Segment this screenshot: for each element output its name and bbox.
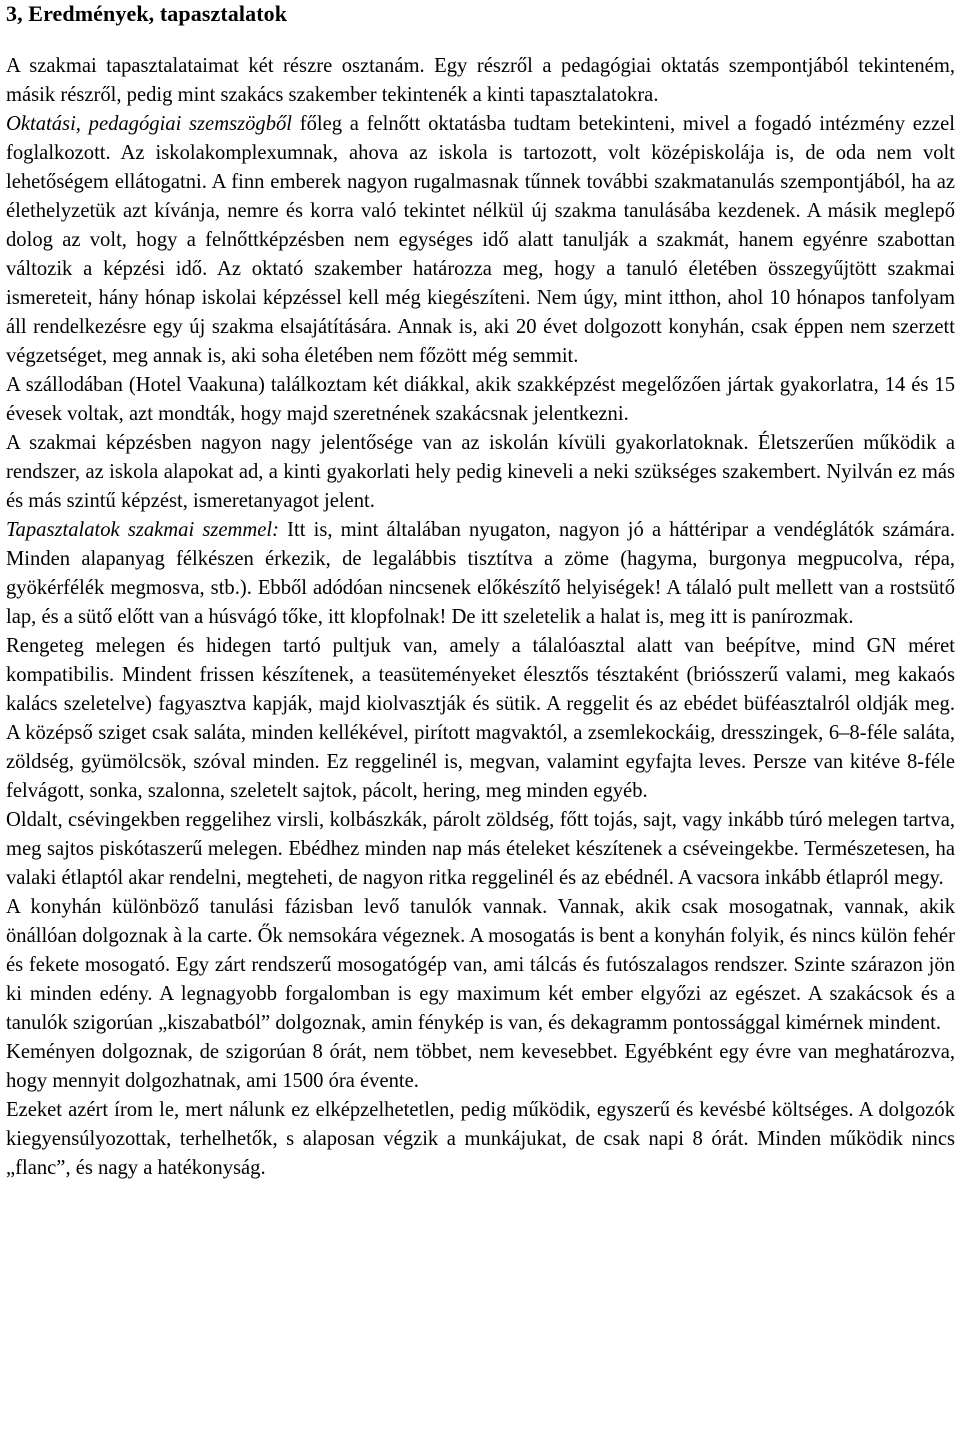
- paragraph-working-hours: Keményen dolgoznak, de szigorúan 8 órát, nem többet, nem kevesebbet. Egyébként egy évre van meghatározva, hogy mennyit dolgozhatnak, ami 1500 óra évente.: [6, 1041, 955, 1092]
- paragraph-pedagogy: [6, 110, 955, 371]
- paragraph-professional: [6, 516, 955, 632]
- paragraph-intro: A szakmai tapasztalataimat két részre osztanám. Egy részről a pedagógiai oktatás szempontjából tekinteném, másik részről, pedig mint szakács szakember tekintenék a kinti tapasztalatokra.: [6, 55, 955, 106]
- paragraph-conclusion: Ezeket azért írom le, mert nálunk ez elképzelhetetlen, pedig működik, egyszerű és kevésbé költséges. A dolgozók kiegyensúlyozottak, terhelhetők, s alaposan végzik a munkájukat, de csak napi 8 órát. Minden működik nincs „flanc”, és nagy a hatékonyság.: [6, 1099, 955, 1179]
- paragraph-hotel: A szállodában (Hotel Vaakuna) találkoztam két diákkal, akik szakképzést megelőzően jártak gyakorlatra, 14 és 15 évesek voltak, azt mondták, hogy majd szeretnének szakácsnak jelentkezni.: [6, 374, 955, 425]
- paragraph-professional-text: Itt is, mint általában nyugaton, nagyon jó a háttéripar a vendéglátók számára. Minden alapanyag félkészen érkezik, de legalábbis tisztítva a zöme (hagyma, burgonya megpucolva, répa, gyökérfélék megmosva, stb.). Ebből adódóan nincsenek előkészítő helyiségek! A tálaló pult mellett van a rostsütő lap, és a sütő előtt van a húsvágó tőke, itt klopfolnak! De itt szeletelik a halat is, meg itt is panírozmak.: [6, 519, 955, 628]
- paragraph-breakfast: Oldalt, csévingekben reggelihez virsli, kolbászkák, párolt zöldség, főtt tojás, sajt, vagy inkább túró melegen tartva, meg sajtos piskótaszerű melegen. Ebédhez minden nap más ételeket készítenek a cséveingekbe. Természetesen, ha valaki étlaptól akar rendelni, megteheti, de nagyon ritka reggelinél és az ebédnél. A vacsora inkább étlapról megy.: [6, 809, 955, 889]
- section-heading: 3, Eredmények, tapasztalatok: [6, 1, 288, 26]
- spacer: [6, 30, 955, 52]
- paragraph-counters: Rengeteg melegen és hidegen tartó pultjuk van, amely a tálalóasztal alatt van beépítve, mind GN méret kompatibilis. Mindent frissen készítenek, a teasüteményeket élesztős tésztaként (briósszerű valami, meg kakaós kalács szeletelve) fagyasztva kapják, majd kiolvasztják és sütik. A reggelit és az ebédet büféasztalról oldják meg. A középső sziget csak saláta, minden kellékével, pirított magvaktól, a zsemlekockáig, dresszingek, 6–8-féle saláta, zöldség, gyümölcsök, szóval minden. Ez reggelinél is, megvan, valamint egyfajta leves. Persze van kitéve 8-féle felvágott, sonka, szalonna, szeletelt sajtok, pácolt, hering, meg minden egyéb.: [6, 635, 955, 802]
- paragraph-kitchen-students: A konyhán különböző tanulási fázisban levő tanulók vannak. Vannak, akik csak mosogatnak, vannak, akik önállóan dolgoznak à la carte. Ők nemsokára végeznek. A mosogatás is bent a konyhán folyik, és nincs külön fehér és fekete mosogató. Egy zárt rendszerű mosogatógép van, ami tálcás és futószalagos rendszer. Szinte szárazon jön ki minden edény. A legnagyobb forgalomban is egy maximum két ember elgyőzi az egészet. A szakácsok és a tanulók szigorúan „kiszabatból” dolgoznak, amin fénykép is van, és dekagramm pontossággal kimérnek mindent.: [6, 896, 955, 1034]
- paragraph-training: A szakmai képzésben nagyon nagy jelentősége van az iskolán kívüli gyakorlatoknak. Életszerűen működik a rendszer, az iskola alapokat ad, a kinti gyakorlati hely pedig kineveli a neki szükséges szakembert. Nyilván ez más és más szintű képzést, ismeretanyagot jelent.: [6, 432, 955, 512]
- italic-lead-professional: Tapasztalatok szakmai szemmel:: [6, 519, 279, 541]
- paragraph-pedagogy-text: főleg a felnőtt oktatásba tudtam betekinteni, mivel a fogadó intézmény ezzel foglalkozott. Az iskolakomplexumnak, ahova az iskola is tartozott, volt középiskolája is, de oda nem volt lehetőségem ellátogatni. A finn emberek nagyon rugalmasnak tűnnek további szakmatanulás szempontjából, ha az élethelyzetük azt kívánja, nemre és korra való tekintet nélkül új szakma tanulásába kezdenek. A másik meglepő dolog az volt, hogy a felnőttképzésben nem egységes idő alatt tanulják a szakmát, hanem egyénre szabottan változik a képzési idő. Az oktató szakember határozza meg, hogy a tanuló életében összegyűjtött szakmai ismereteit, hány hónap iskolai képzéssel kell még kiegészíteni. Nem úgy, mint itthon, ahol 10 hónapos tanfolyam áll rendelkezésre egy új szakma elsajátítására. Annak is, aki 20 évet dolgozott konyhán, csak éppen nem szerzett végzetséget, meg annak is, aki soha életében nem főzött még semmit.: [6, 113, 955, 367]
- italic-lead-pedagogy: Oktatási, pedagógiai szemszögből: [6, 113, 293, 135]
